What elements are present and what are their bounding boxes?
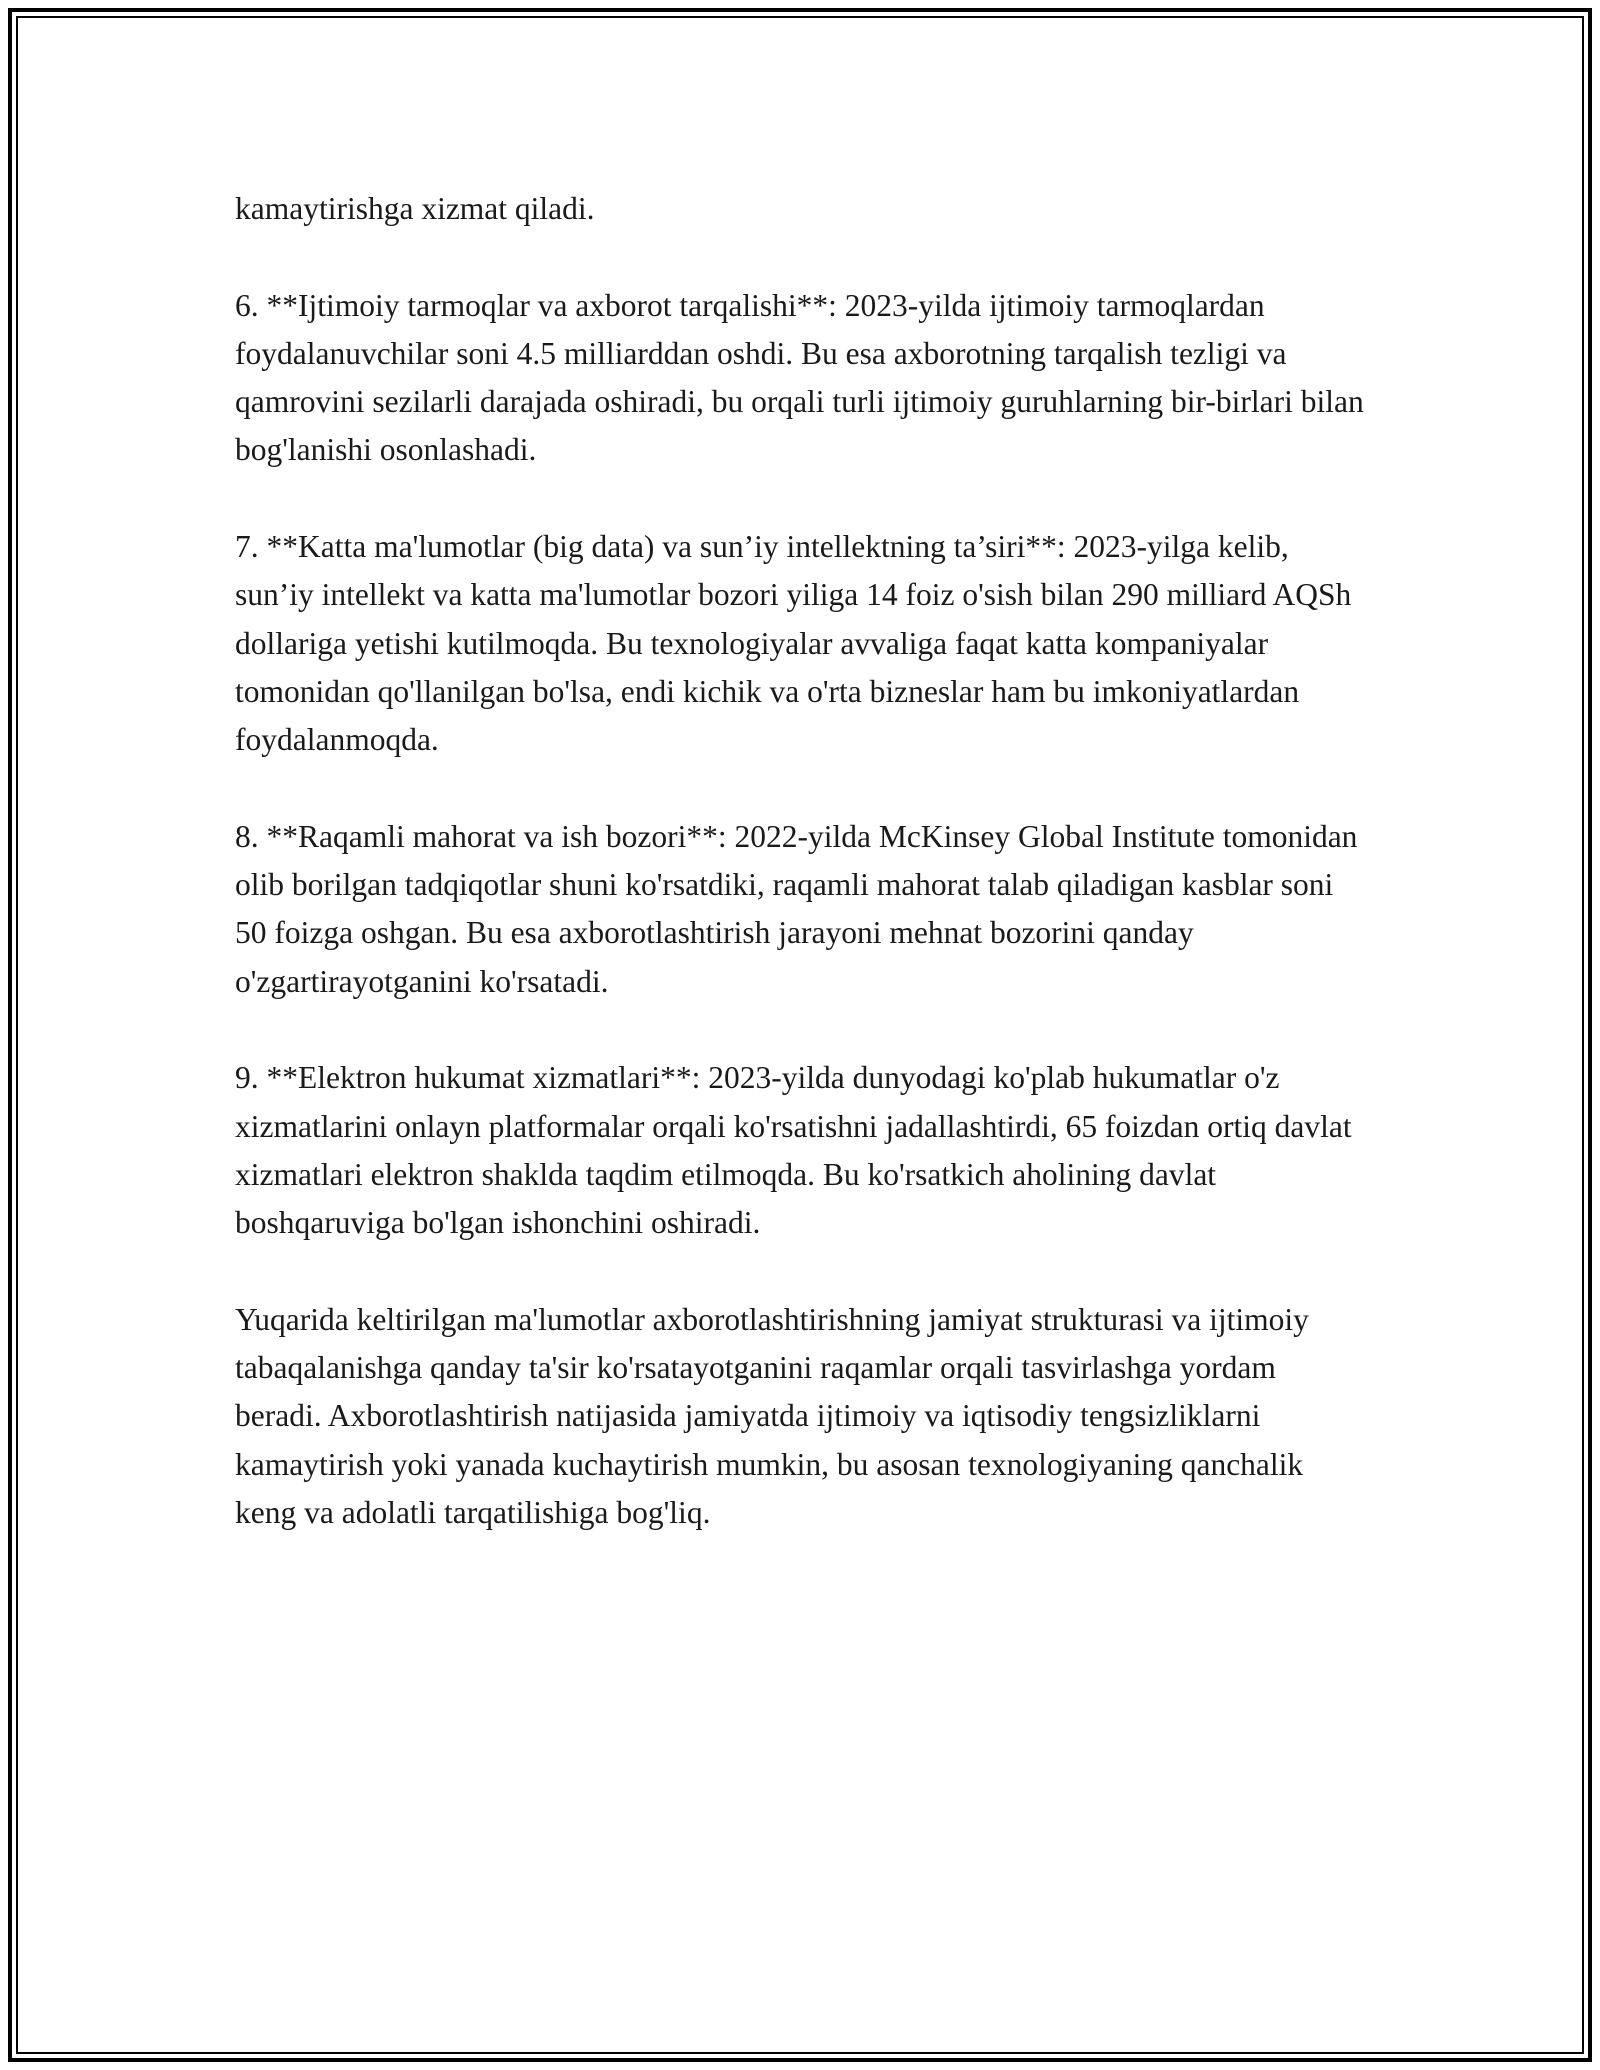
paragraph-continuation: kamaytirishga xizmat qiladi.: [235, 191, 595, 226]
paragraph-conclusion: Yuqarida keltirilgan ma'lumotlar axborotlashtirishning jamiyat strukturasi va ijtimoiy tabaqalanishga qanday ta'sir ko'rsatayotganini raqamlar orqali tasvirlashga yordam beradi. Axborotlashtirish natijasida jamiyatda ijtimoiy va iqtisodiy tengsizliklarni kamaytirish yoki yanada kuchaytirish mumkin, bu asosan texnologiyaning qanchalik keng va adolatli tarqatilishiga bog'liq.: [235, 1301, 1309, 1531]
paragraph-item-8: 8. **Raqamli mahorat va ish bozori**: 2022-yilda McKinsey Global Institute tomonidan olib borilgan tadqiqotlar shuni ko'rsatdiki, raqamli mahorat talab qiladigan kasblar soni 50 foizga oshgan. Bu esa axborotlashtirish jarayoni mehnat bozorini qanday o'zgartirayotganini ko'rsatadi.: [235, 818, 1358, 999]
document-body: [235, 185, 1370, 1537]
paragraph-item-7: 7. **Katta ma'lumotlar (big data) va sun’iy intellektning ta’siri**: 2023-yilga kelib, sun’iy intellekt va katta ma'lumotlar bozori yiliga 14 foiz o'sish bilan 290 milliard AQSh dollariga yetishi kutilmoqda. Bu texnologiyalar avvaliga faqat katta kompaniyalar tomonidan qo'llanilgan bo'lsa, endi kichik va o'rta bizneslar ham bu imkoniyatlardan foydalanmoqda.: [235, 529, 1352, 758]
paragraph-item-6: 6. **Ijtimoiy tarmoqlar va axborot tarqalishi**: 2023-yilda ijtimoiy tarmoqlardan foydalanuvchilar soni 4.5 milliarddan oshdi. Bu esa axborotning tarqalish tezligi va qamrovini sezilarli darajada oshiradi, bu orqali turli ijtimoiy guruhlarning bir-birlari bilan bog'lanishi osonlashadi.: [235, 287, 1364, 468]
paragraph-item-9: 9. **Elektron hukumat xizmatlari**: 2023-yilda dunyodagi ko'plab hukumatlar o'z xizmatlarini onlayn platformalar orqali ko'rsatishni jadallashtirdi, 65 foizdan ortiq davlat xizmatlari elektron shaklda taqdim etilmoqda. Bu ko'rsatkich aholining davlat boshqaruviga bo'lgan ishonchini oshiradi.: [235, 1060, 1352, 1241]
